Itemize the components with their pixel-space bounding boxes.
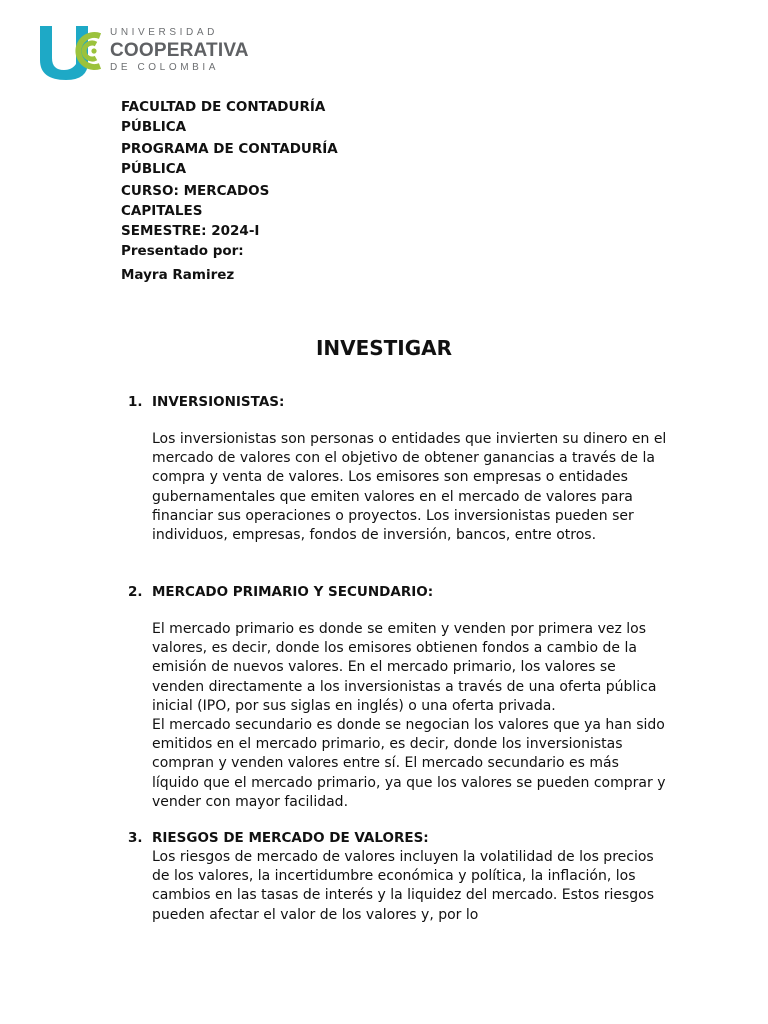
program-label: PROGRAMA DE CONTADURÍA PÚBLICA: [121, 141, 338, 177]
presented-by-label: Presentado por:: [121, 243, 244, 259]
document-header: [121, 97, 341, 285]
paragraph: Los inversionistas son personas o entidades que invierten su dinero en el mercado de valores con el objetivo de obtener ganancias a través de la compra y venta de valores. Los emisores son empresas o entidades gubernamentales que emiten valores en el mercado de valores para financiar sus operaciones o proyectos. Los inversionistas pueden ser individuos, empresas, fondos de inversión, bancos, entre otros.: [152, 431, 667, 544]
paragraph: El mercado primario es donde se emiten y venden por primera vez los valores, es decir, donde los emisores obtienen fondos a cambio de la emisión de nuevos valores. En el mercado primario, los valores se venden directamente a los inversionistas a través de una oferta pública inicial (IPO, por sus siglas en inglés) o una oferta privada.: [152, 621, 657, 714]
section-body: [152, 848, 668, 925]
faculty-label: FACULTAD DE CONTADURÍA PÚBLICA: [121, 99, 326, 135]
section-primary-secondary-market: [128, 582, 668, 812]
section-body: [152, 620, 668, 812]
paragraph: Los riesgos de mercado de valores incluyen la volatilidad de los precios de los valores, la incertidumbre económica y política, la inflación, los cambios en las tasas de interés y la liquidez del mercado. Estos riesgos pueden afectar el valor de los valores y, por lo: [152, 849, 654, 923]
paragraph: El mercado secundario es donde se negocian los valores que ya han sido emitidos en el mercado primario, es decir, donde los inversionistas compran y venden valores entre sí. El mercado secundario es más líquido que el mercado primario, ya que los valores se pueden comprar y vender con mayor facilidad.: [152, 717, 666, 810]
author-name: Mayra Ramirez: [121, 267, 235, 283]
uc-emblem-icon: [38, 22, 104, 84]
section-number: 2.: [128, 584, 143, 600]
section-investors: [128, 392, 668, 545]
page-title: INVESTIGAR: [315, 336, 453, 360]
logo-wordmark: [110, 28, 249, 73]
university-logo: [38, 22, 258, 84]
section-number: 1.: [128, 394, 143, 410]
section-heading: [128, 828, 668, 848]
section-number: 3.: [128, 830, 143, 846]
section-title: MERCADO PRIMARIO Y SECUNDARIO:: [152, 584, 434, 600]
section-heading: [128, 582, 668, 602]
section-title: RIESGOS DE MERCADO DE VALORES:: [152, 830, 429, 846]
section-body: [152, 430, 668, 545]
section-market-risks: [128, 828, 668, 925]
logo-line-universidad: UNIVERSIDAD: [110, 27, 218, 38]
section-title: INVERSIONISTAS:: [152, 394, 285, 410]
course-label: CURSO: MERCADOS CAPITALES: [121, 183, 270, 219]
section-heading: [128, 392, 668, 412]
logo-line-cooperativa: COOPERATIVA: [110, 40, 249, 61]
semester-label: SEMESTRE: 2024-I: [121, 223, 260, 239]
logo-line-colombia: DE COLOMBIA: [110, 62, 220, 73]
